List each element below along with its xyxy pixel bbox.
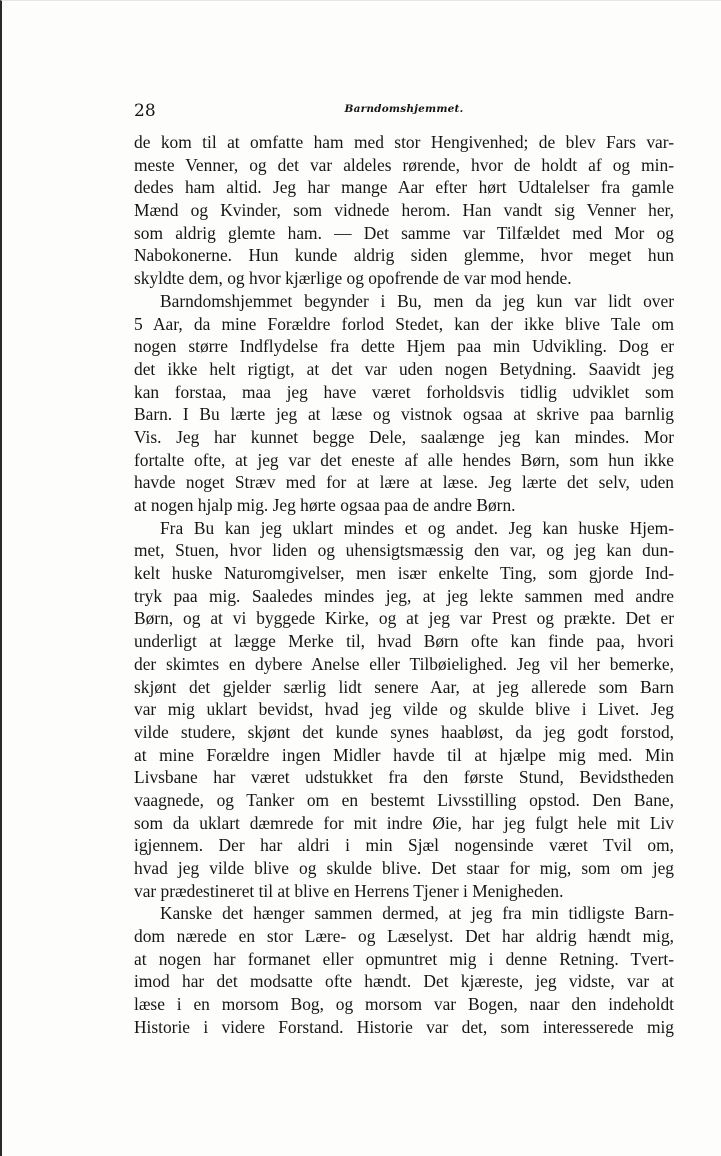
text-line: Kanske det hænger sammen dermed, at jeg fra min tidligste Barn- (160, 903, 674, 924)
text-line: var prædestineret til at blive en Herrens Tjener i Menigheden. (134, 880, 564, 901)
text-line: Historie i videre Forstand. Historie var det, som interesserede mig (134, 1016, 674, 1037)
page-header (134, 99, 674, 123)
text-line: Vis. Jeg har kunnet begge Dele, saalænge jeg kan mindes. Mor (134, 426, 674, 447)
text-line: at nogen har formanet eller opmuntret mig i denne Retning. Tvert- (134, 948, 674, 969)
text-line: Mænd og Kvinder, som vidnede herom. Han vandt sig Venner her, (134, 200, 674, 221)
text-line: som aldrig glemte ham. — Det samme var Tilfældet med Mor og (134, 222, 674, 243)
text-line: nogen større Indflydelse fra dette Hjem paa min Udvikling. Dog er (134, 336, 674, 357)
text-line: tryk paa mig. Saaledes mindes jeg, at jeg lekte sammen med andre (134, 585, 674, 606)
text-line: at mine Forældre ingen Midler havde til at hjælpe mig med. Min (134, 744, 674, 765)
text-line: kan forstaa, maa jeg have været forholdsvis tidlig udviklet som (134, 381, 674, 402)
text-line: de kom til at omfatte ham med stor Hengivenhed; de blev Fars var- (134, 132, 674, 152)
text-line: Fra Bu kan jeg uklart mindes et og andet. Jeg kan huske Hjem- (160, 517, 674, 538)
text-line: Barndomshjemmet begynder i Bu, men da jeg kun var lidt over (160, 290, 674, 311)
text-line: der skimtes en dybere Anelse eller Tilbøielighed. Jeg vil her bemerke, (134, 653, 674, 674)
text-line: vaagnede, og Tanker om en bestemt Livsstilling opstod. Den Bane, (134, 789, 674, 810)
text-line: 5 Aar, da mine Forældre forlod Stedet, kan der ikke blive Tale om (134, 313, 674, 334)
text-line: vilde studere, skjønt det kunde synes haabløst, da jeg godt forstod, (134, 721, 674, 742)
text-line: havde noget Stræv med for at lære at læse. Jeg lærte det selv, uden (134, 472, 674, 493)
text-line: fortalte ofte, at jeg var det eneste af alle hendes Børn, som hun ikke (134, 449, 674, 470)
text-line: hvad jeg vilde blive og skulde blive. Det staar for mig, som om jeg (134, 858, 674, 878)
text-line: underligt at lægge Merke til, hvad Børn ofte kan finde paa, hvori (134, 631, 674, 652)
body-text (134, 131, 674, 1039)
text-line: meste Venner, og det var aldeles rørende, hvor de holdt af og min- (134, 154, 674, 175)
text-line: imod har det modsatte ofte hændt. Det kjæreste, jeg vidste, var at (134, 971, 674, 992)
text-line: Nabokonerne. Hun kunde aldrig siden glemme, hvor meget hun (134, 245, 674, 266)
text-line: det ikke helt rigtigt, at det var uden nogen Betydning. Saavidt jeg (134, 358, 674, 379)
text-line: dedes ham altid. Jeg har mange Aar efter hørt Udtalelser fra gamle (134, 177, 674, 198)
running-title: Barndomshjemmet. (344, 103, 464, 115)
text-line: læse i en morsom Bog, og morsom var Bogen, naar den indeholdt (134, 994, 674, 1015)
text-line: kelt huske Naturomgivelser, men især enkelte Ting, som gjorde Ind- (134, 563, 674, 584)
text-line: igjennem. Der har aldri i min Sjæl nogensinde været Tvil om, (134, 835, 674, 856)
text-line: Livsbane har været udstukket fra den første Stund, Bevidstheden (134, 767, 674, 788)
text-line: Børn, og at vi byggede Kirke, og at jeg var Prest og prækte. Det er (134, 608, 674, 629)
text-line: dom nærede en stor Lære- og Læselyst. Det har aldrig hændt mig, (134, 926, 674, 947)
text-line: met, Stuen, hvor liden og uhensigtsmæssig den var, og jeg kan dun- (134, 540, 674, 561)
page-number: 28 (134, 101, 156, 121)
text-line: skjønt det gjelder særlig lidt senere Aar, at jeg allerede som Barn (134, 676, 674, 697)
text-line: Barn. I Bu lærte jeg at læse og vistnok ogsaa at skrive paa barnlig (134, 404, 674, 425)
text-line: som da uklart dæmrede for mit indre Øie, har jeg fulgt hele mit Liv (134, 812, 674, 833)
text-line: var mig uklart bevidst, hvad jeg vilde og skulde blive i Livet. Jeg (134, 699, 674, 720)
text-line: skyldte dem, og hvor kjærlige og opofrende de var mod hende. (134, 268, 572, 289)
text-line: at nogen hjalp mig. Jeg hørte ogsaa paa de andre Børn. (134, 495, 516, 515)
